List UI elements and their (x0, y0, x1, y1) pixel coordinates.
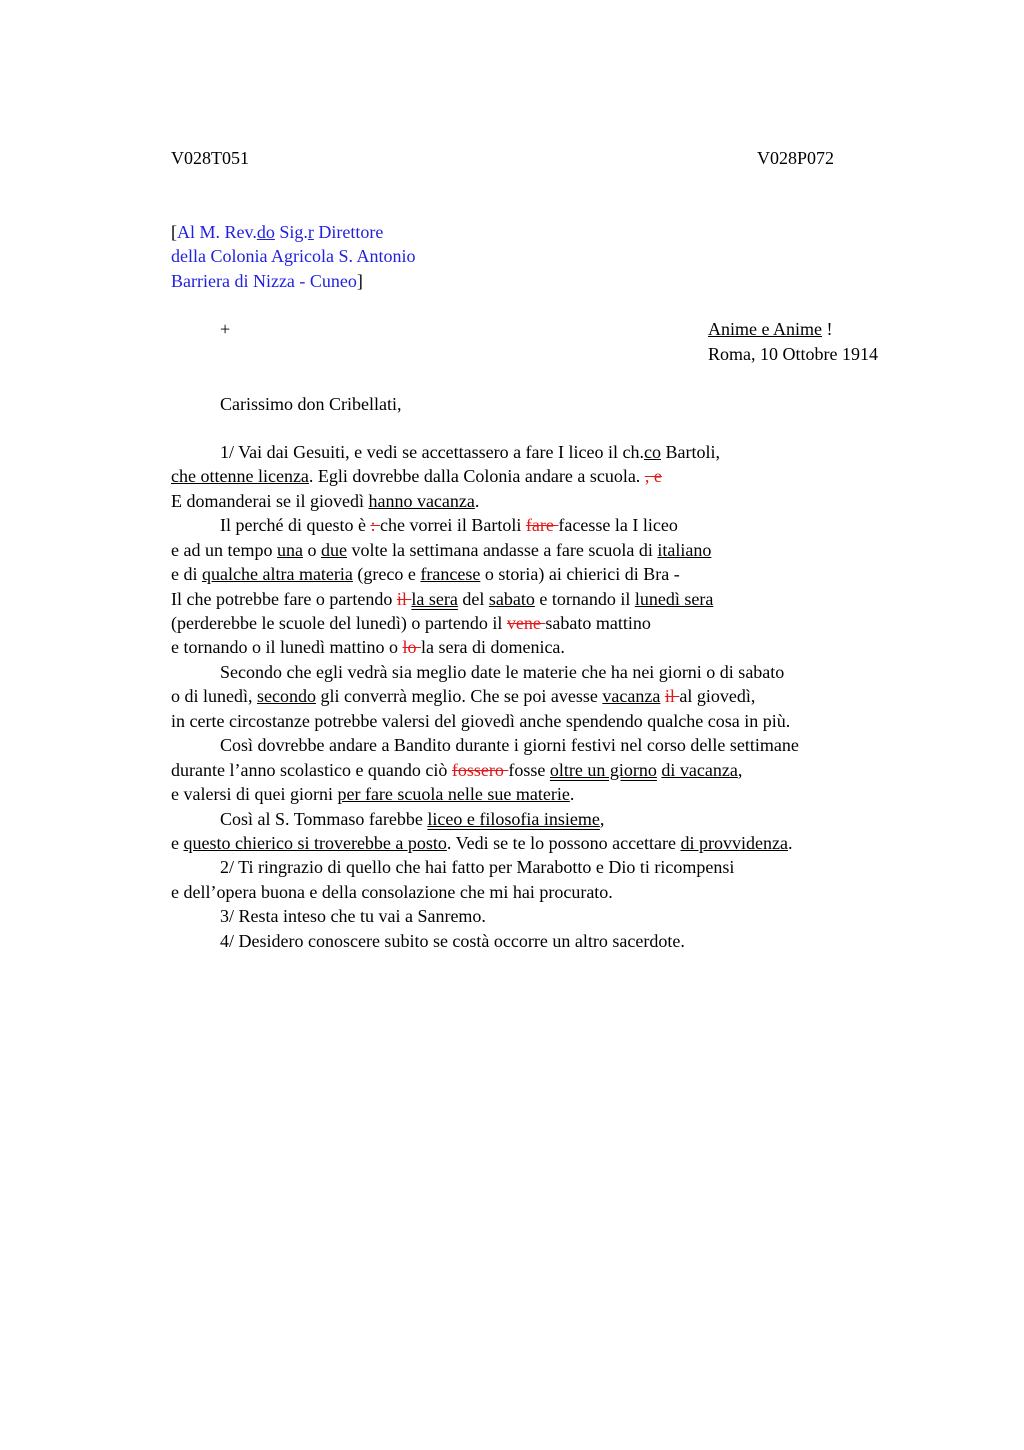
body-line-2: che ottenne licenza. Egli dovrebbe dalla Colonia andare a scuola. , e (171, 466, 662, 486)
body-line-1: 1/ Vai dai Gesuiti, e vedi se accettassero a fare I liceo il ch.co Bartoli, (220, 442, 720, 462)
body-line-6: e di qualche altra materia (greco e francese o storia) ai chierici di Bra - (171, 564, 680, 584)
cross-mark: + (220, 319, 231, 339)
greeting: Carissimo don Cribellati, (220, 394, 402, 414)
body-line-5: e ad un tempo una o due volte la settimana andasse a fare scuola di italiano (171, 540, 712, 560)
address-line-1: [Al M. Rev.do Sig.r Direttore (171, 222, 384, 242)
body-line-10: Secondo che egli vedrà sia meglio date le materie che ha nei giorni o di sabato (220, 662, 785, 682)
body-line-14: durante l’anno scolastico e quando ciò fossero fosse oltre un giorno di vacanza, (171, 760, 743, 780)
body-line-16: Così al S. Tommaso farebbe liceo e filosofia insieme, (220, 809, 605, 829)
body-line-4: Il perché di questo è : che vorrei il Bartoli fare facesse la I liceo (220, 515, 678, 535)
body-line-19: e dell’opera buona e della consolazione che mi hai procurato. (171, 882, 613, 902)
body-line-12: in certe circostanze potrebbe valersi del giovedì anche spendendo qualche cosa in più. (171, 711, 791, 731)
document-code-left: V028T051 (171, 148, 249, 168)
body-line-20: 3/ Resta inteso che tu vai a Sanremo. (220, 906, 486, 926)
body-line-17: e questo chierico si troverebbe a posto. Vedi se te lo possono accettare di provvidenza. (171, 833, 793, 853)
date-line: Roma, 10 Ottobre 1914 (708, 344, 878, 364)
document-code-right: V028P072 (757, 148, 835, 168)
body-line-18: 2/ Ti ringrazio di quello che hai fatto per Marabotto e Dio ti ricompensi (220, 857, 735, 877)
body-line-13: Così dovrebbe andare a Bandito durante i giorni festivi nel corso delle settimane (220, 735, 799, 755)
body-line-7: Il che potrebbe fare o partendo il la sera del sabato e tornando il lunedì sera (171, 589, 714, 609)
body-line-21: 4/ Desidero conoscere subito se costà occorre un altro sacerdote. (220, 931, 685, 951)
body-line-11: o di lunedì, secondo gli converrà meglio. Che se poi avesse vacanza il al giovedì, (171, 686, 756, 706)
body-line-9: e tornando o il lunedì mattino o lo la sera di domenica. (171, 637, 565, 657)
body-line-8: (perderebbe le scuole del lunedì) o partendo il vene sabato mattino (171, 613, 651, 633)
motto: Anime e Anime ! (708, 319, 833, 339)
body-line-15: e valersi di quei giorni per fare scuola nelle sue materie. (171, 784, 575, 804)
address-line-3: Barriera di Nizza - Cuneo] (171, 271, 363, 291)
address-line-2: della Colonia Agricola S. Antonio (171, 246, 416, 266)
body-line-3: E domanderai se il giovedì hanno vacanza. (171, 491, 480, 511)
